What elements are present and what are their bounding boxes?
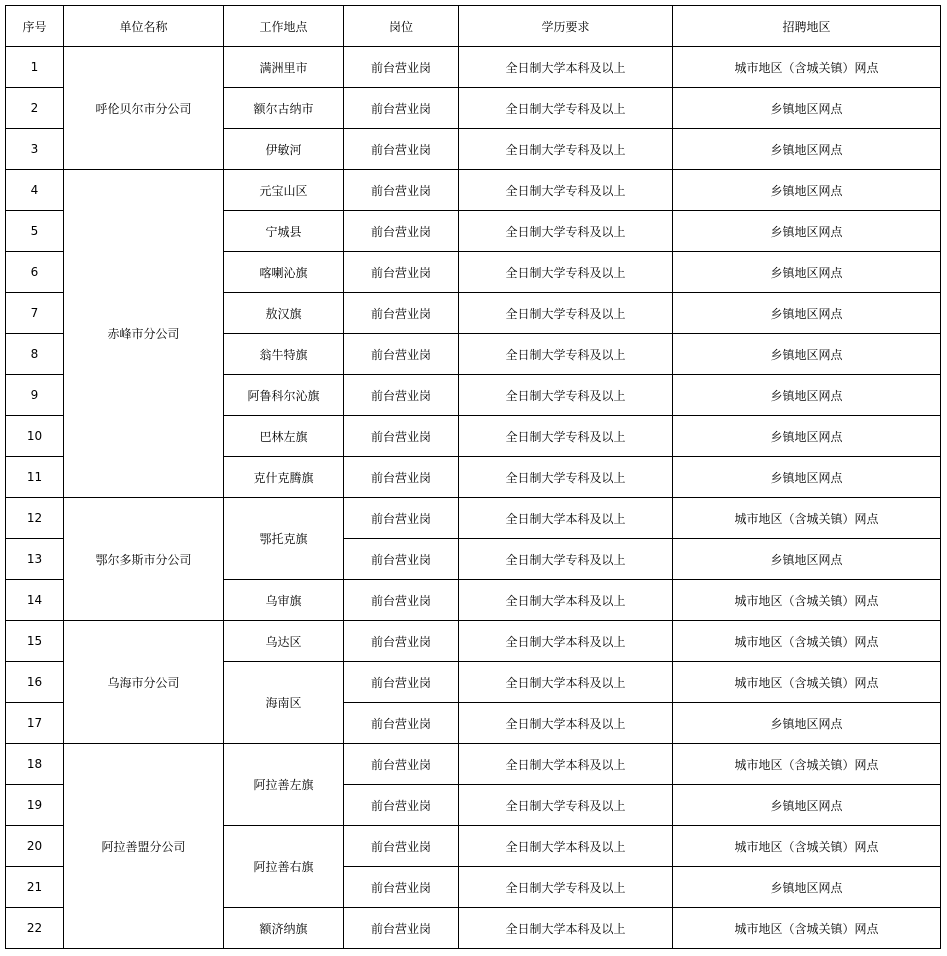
education-cell: 全日制大学专科及以上 (459, 88, 673, 129)
table-row (6, 170, 941, 211)
location-cell: 额尔古纳市 (224, 88, 344, 129)
education-cell: 全日制大学专科及以上 (459, 129, 673, 170)
row-index: 3 (6, 129, 64, 170)
location-cell: 额济纳旗 (224, 908, 344, 949)
row-index: 17 (6, 703, 64, 744)
location-cell: 海南区 (224, 662, 344, 744)
row-index: 10 (6, 416, 64, 457)
post-cell: 前台营业岗 (344, 539, 459, 580)
header-education: 学历要求 (459, 6, 673, 47)
header-location: 工作地点 (224, 6, 344, 47)
row-index: 8 (6, 334, 64, 375)
row-index: 22 (6, 908, 64, 949)
post-cell: 前台营业岗 (344, 457, 459, 498)
area-cell: 乡镇地区网点 (673, 375, 941, 416)
area-cell: 城市地区（含城关镇）网点 (673, 47, 941, 88)
recruitment-table (5, 5, 941, 949)
row-index: 20 (6, 826, 64, 867)
education-cell: 全日制大学本科及以上 (459, 47, 673, 88)
row-index: 18 (6, 744, 64, 785)
post-cell: 前台营业岗 (344, 908, 459, 949)
post-cell: 前台营业岗 (344, 252, 459, 293)
location-cell: 满洲里市 (224, 47, 344, 88)
table-row (6, 47, 941, 88)
education-cell: 全日制大学专科及以上 (459, 293, 673, 334)
post-cell: 前台营业岗 (344, 47, 459, 88)
unit-cell: 乌海市分公司 (64, 621, 224, 744)
location-cell: 元宝山区 (224, 170, 344, 211)
education-cell: 全日制大学专科及以上 (459, 457, 673, 498)
post-cell: 前台营业岗 (344, 88, 459, 129)
row-index: 7 (6, 293, 64, 334)
education-cell: 全日制大学本科及以上 (459, 662, 673, 703)
location-cell: 鄂托克旗 (224, 498, 344, 580)
area-cell: 城市地区（含城关镇）网点 (673, 744, 941, 785)
unit-cell: 鄂尔多斯市分公司 (64, 498, 224, 621)
area-cell: 城市地区（含城关镇）网点 (673, 908, 941, 949)
area-cell: 城市地区（含城关镇）网点 (673, 826, 941, 867)
post-cell: 前台营业岗 (344, 375, 459, 416)
unit-cell: 赤峰市分公司 (64, 170, 224, 498)
post-cell: 前台营业岗 (344, 867, 459, 908)
row-index: 21 (6, 867, 64, 908)
row-index: 9 (6, 375, 64, 416)
education-cell: 全日制大学专科及以上 (459, 416, 673, 457)
header-unit: 单位名称 (64, 6, 224, 47)
post-cell: 前台营业岗 (344, 498, 459, 539)
location-cell: 巴林左旗 (224, 416, 344, 457)
area-cell: 乡镇地区网点 (673, 170, 941, 211)
area-cell: 城市地区（含城关镇）网点 (673, 621, 941, 662)
education-cell: 全日制大学本科及以上 (459, 826, 673, 867)
education-cell: 全日制大学本科及以上 (459, 703, 673, 744)
row-index: 14 (6, 580, 64, 621)
row-index: 19 (6, 785, 64, 826)
education-cell: 全日制大学专科及以上 (459, 170, 673, 211)
area-cell: 乡镇地区网点 (673, 785, 941, 826)
area-cell: 乡镇地区网点 (673, 88, 941, 129)
education-cell: 全日制大学本科及以上 (459, 621, 673, 662)
table-row (6, 621, 941, 662)
area-cell: 乡镇地区网点 (673, 211, 941, 252)
location-cell: 敖汉旗 (224, 293, 344, 334)
location-cell: 阿拉善右旗 (224, 826, 344, 908)
education-cell: 全日制大学专科及以上 (459, 334, 673, 375)
post-cell: 前台营业岗 (344, 211, 459, 252)
area-cell: 乡镇地区网点 (673, 457, 941, 498)
education-cell: 全日制大学专科及以上 (459, 375, 673, 416)
row-index: 5 (6, 211, 64, 252)
post-cell: 前台营业岗 (344, 703, 459, 744)
header-area: 招聘地区 (673, 6, 941, 47)
row-index: 11 (6, 457, 64, 498)
table-row (6, 498, 941, 539)
location-cell: 乌达区 (224, 621, 344, 662)
row-index: 1 (6, 47, 64, 88)
location-cell: 喀喇沁旗 (224, 252, 344, 293)
post-cell: 前台营业岗 (344, 416, 459, 457)
area-cell: 乡镇地区网点 (673, 129, 941, 170)
row-index: 13 (6, 539, 64, 580)
area-cell: 乡镇地区网点 (673, 252, 941, 293)
education-cell: 全日制大学专科及以上 (459, 867, 673, 908)
unit-cell: 阿拉善盟分公司 (64, 744, 224, 949)
header-index: 序号 (6, 6, 64, 47)
location-cell: 阿鲁科尔沁旗 (224, 375, 344, 416)
education-cell: 全日制大学本科及以上 (459, 744, 673, 785)
area-cell: 乡镇地区网点 (673, 703, 941, 744)
education-cell: 全日制大学专科及以上 (459, 211, 673, 252)
post-cell: 前台营业岗 (344, 129, 459, 170)
row-index: 6 (6, 252, 64, 293)
post-cell: 前台营业岗 (344, 621, 459, 662)
area-cell: 乡镇地区网点 (673, 334, 941, 375)
table-header-row (6, 6, 941, 47)
post-cell: 前台营业岗 (344, 334, 459, 375)
location-cell: 翁牛特旗 (224, 334, 344, 375)
area-cell: 乡镇地区网点 (673, 416, 941, 457)
location-cell: 阿拉善左旗 (224, 744, 344, 826)
post-cell: 前台营业岗 (344, 785, 459, 826)
row-index: 15 (6, 621, 64, 662)
post-cell: 前台营业岗 (344, 293, 459, 334)
area-cell: 城市地区（含城关镇）网点 (673, 498, 941, 539)
location-cell: 乌审旗 (224, 580, 344, 621)
row-index: 16 (6, 662, 64, 703)
post-cell: 前台营业岗 (344, 744, 459, 785)
row-index: 4 (6, 170, 64, 211)
location-cell: 宁城县 (224, 211, 344, 252)
area-cell: 乡镇地区网点 (673, 867, 941, 908)
post-cell: 前台营业岗 (344, 662, 459, 703)
header-post: 岗位 (344, 6, 459, 47)
education-cell: 全日制大学专科及以上 (459, 252, 673, 293)
post-cell: 前台营业岗 (344, 170, 459, 211)
education-cell: 全日制大学专科及以上 (459, 539, 673, 580)
area-cell: 乡镇地区网点 (673, 293, 941, 334)
row-index: 12 (6, 498, 64, 539)
post-cell: 前台营业岗 (344, 826, 459, 867)
education-cell: 全日制大学本科及以上 (459, 908, 673, 949)
location-cell: 克什克腾旗 (224, 457, 344, 498)
area-cell: 城市地区（含城关镇）网点 (673, 662, 941, 703)
unit-cell: 呼伦贝尔市分公司 (64, 47, 224, 170)
post-cell: 前台营业岗 (344, 580, 459, 621)
area-cell: 乡镇地区网点 (673, 539, 941, 580)
education-cell: 全日制大学专科及以上 (459, 785, 673, 826)
row-index: 2 (6, 88, 64, 129)
table-row (6, 744, 941, 785)
education-cell: 全日制大学本科及以上 (459, 580, 673, 621)
area-cell: 城市地区（含城关镇）网点 (673, 580, 941, 621)
education-cell: 全日制大学本科及以上 (459, 498, 673, 539)
location-cell: 伊敏河 (224, 129, 344, 170)
